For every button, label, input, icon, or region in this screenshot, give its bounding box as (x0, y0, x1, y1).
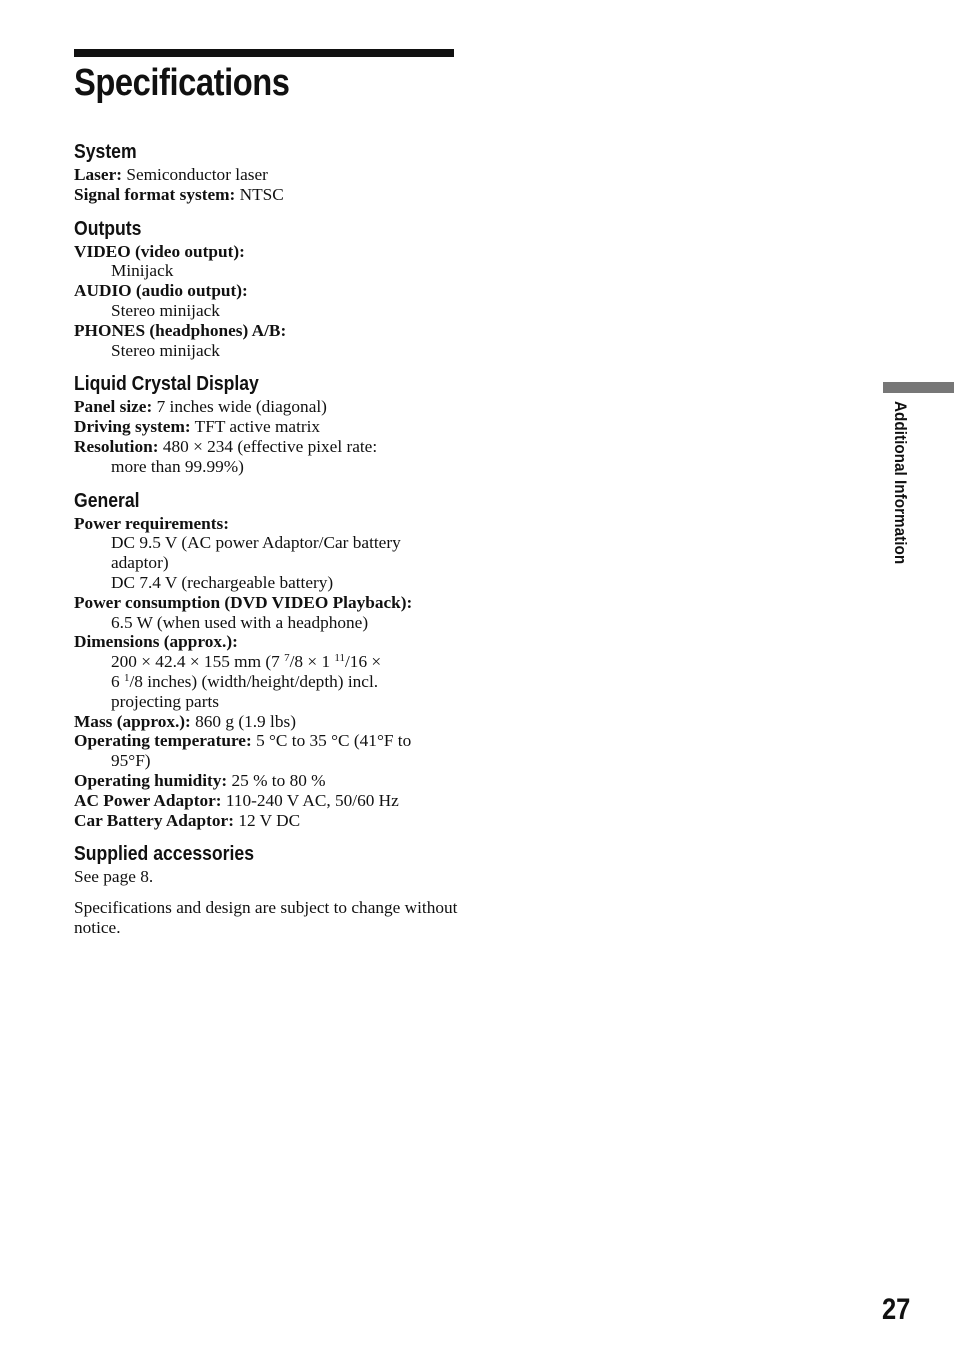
spec-line (74, 397, 459, 417)
spec-label: Power consumption (DVD VIDEO Playback): (74, 592, 413, 612)
page-title: Specifications (74, 62, 290, 104)
spec-label: Mass (approx.): (74, 711, 191, 731)
spec-label: Power requirements: (74, 513, 230, 533)
spec-label: Driving system: (74, 417, 191, 437)
spec-label: Operating humidity: (74, 770, 228, 790)
spec-label: Panel size: (74, 397, 153, 417)
spec-entry (74, 632, 459, 711)
spec-value-continued: Stereo minijack (111, 300, 220, 320)
spec-value: 110-240 V AC, 50/60 Hz (225, 790, 399, 810)
spec-value-continued: 6 $^1$/8 inches) (width/height/depth) incl. (111, 671, 379, 691)
spec-line (74, 514, 459, 534)
spec-section (74, 216, 459, 361)
specifications-content (74, 139, 459, 948)
spec-line (74, 791, 459, 811)
spec-line (74, 321, 459, 341)
spec-entry (74, 242, 459, 282)
spec-line (74, 731, 459, 751)
section-heading: System (74, 141, 137, 163)
spec-label: AC Power Adaptor: (74, 790, 222, 810)
spec-section (74, 488, 459, 831)
section-tab-label: Additional Information (891, 401, 910, 565)
spec-label: Laser: (74, 165, 122, 184)
spec-entry (74, 321, 459, 361)
spec-entry (74, 731, 459, 771)
spec-line (74, 811, 459, 831)
spec-value: 25 % to 80 % (231, 770, 326, 790)
spec-label: Dimensions (approx.): (74, 632, 238, 652)
spec-entry (74, 165, 459, 185)
spec-value-continued: DC 9.5 V (AC power Adaptor/Car battery (111, 533, 401, 553)
spec-label: PHONES (headphones) A/B: (74, 320, 287, 340)
spec-line (74, 242, 459, 262)
spec-value-continued: Stereo minijack (111, 340, 220, 360)
spec-label: VIDEO (video output): (74, 241, 245, 261)
spec-value-continued: more than 99.99%) (111, 456, 244, 476)
section-tab-bar (883, 382, 954, 393)
spec-entry (74, 791, 459, 811)
spec-section (74, 371, 459, 476)
section-heading: Outputs (74, 217, 142, 240)
spec-entry (74, 397, 459, 417)
spec-entry (74, 514, 459, 593)
spec-entry (74, 593, 459, 633)
spec-entry (74, 712, 459, 732)
spec-label: Resolution: (74, 436, 159, 456)
spec-entry (74, 771, 459, 791)
spec-value: Semiconductor laser (126, 165, 268, 184)
spec-value: 12 V DC (238, 810, 301, 830)
spec-line (74, 632, 459, 652)
section-heading: Supplied accessories (74, 843, 255, 866)
page-number: 27 (882, 1293, 911, 1326)
spec-entry (74, 281, 459, 321)
spec-value: 7 inches wide (diagonal) (156, 397, 327, 417)
spec-line (74, 712, 459, 732)
spec-value-continued: 200 × 42.4 × 155 mm (7 $^7$/8 × 1 $^{11}$/16 × (111, 652, 382, 672)
spec-value: 860 g (1.9 lbs) (195, 711, 296, 731)
spec-value-continued: adaptor) (111, 553, 169, 573)
spec-line (74, 437, 459, 457)
spec-value-continued: 95°F) (111, 751, 151, 771)
spec-value: NTSC (239, 184, 284, 204)
title-rule (74, 49, 454, 57)
section-heading: General (74, 489, 140, 512)
spec-section (74, 139, 459, 205)
spec-value: TFT active matrix (194, 417, 321, 437)
spec-value-continued: projecting parts (111, 691, 219, 711)
spec-entry (74, 417, 459, 437)
spec-entry (74, 185, 459, 205)
spec-value-continued: DC 7.4 V (rechargeable battery) (111, 572, 334, 592)
spec-label: Operating temperature: (74, 731, 252, 751)
spec-line (74, 185, 459, 205)
spec-line (74, 281, 459, 301)
spec-value: 5 °C to 35 °C (41°F to (256, 731, 412, 751)
spec-value-continued: 6.5 W (when used with a headphone) (111, 612, 369, 632)
spec-line (74, 165, 459, 185)
section-text: See page 8. (74, 867, 154, 887)
spec-label: AUDIO (audio output): (74, 281, 248, 301)
spec-label: Signal format system: (74, 184, 236, 204)
spec-entry (74, 437, 459, 477)
spec-value-continued: Minijack (111, 261, 174, 281)
footer-note: Specifications and design are subject to change without notice. (74, 898, 458, 937)
spec-line (74, 417, 459, 437)
spec-value: 480 × 234 (effective pixel rate: (162, 436, 378, 456)
spec-line (74, 771, 459, 791)
spec-section (74, 841, 459, 887)
section-heading: Liquid Crystal Display (74, 373, 259, 396)
spec-label: Car Battery Adaptor: (74, 810, 234, 830)
spec-line (74, 593, 459, 613)
spec-entry (74, 811, 459, 831)
